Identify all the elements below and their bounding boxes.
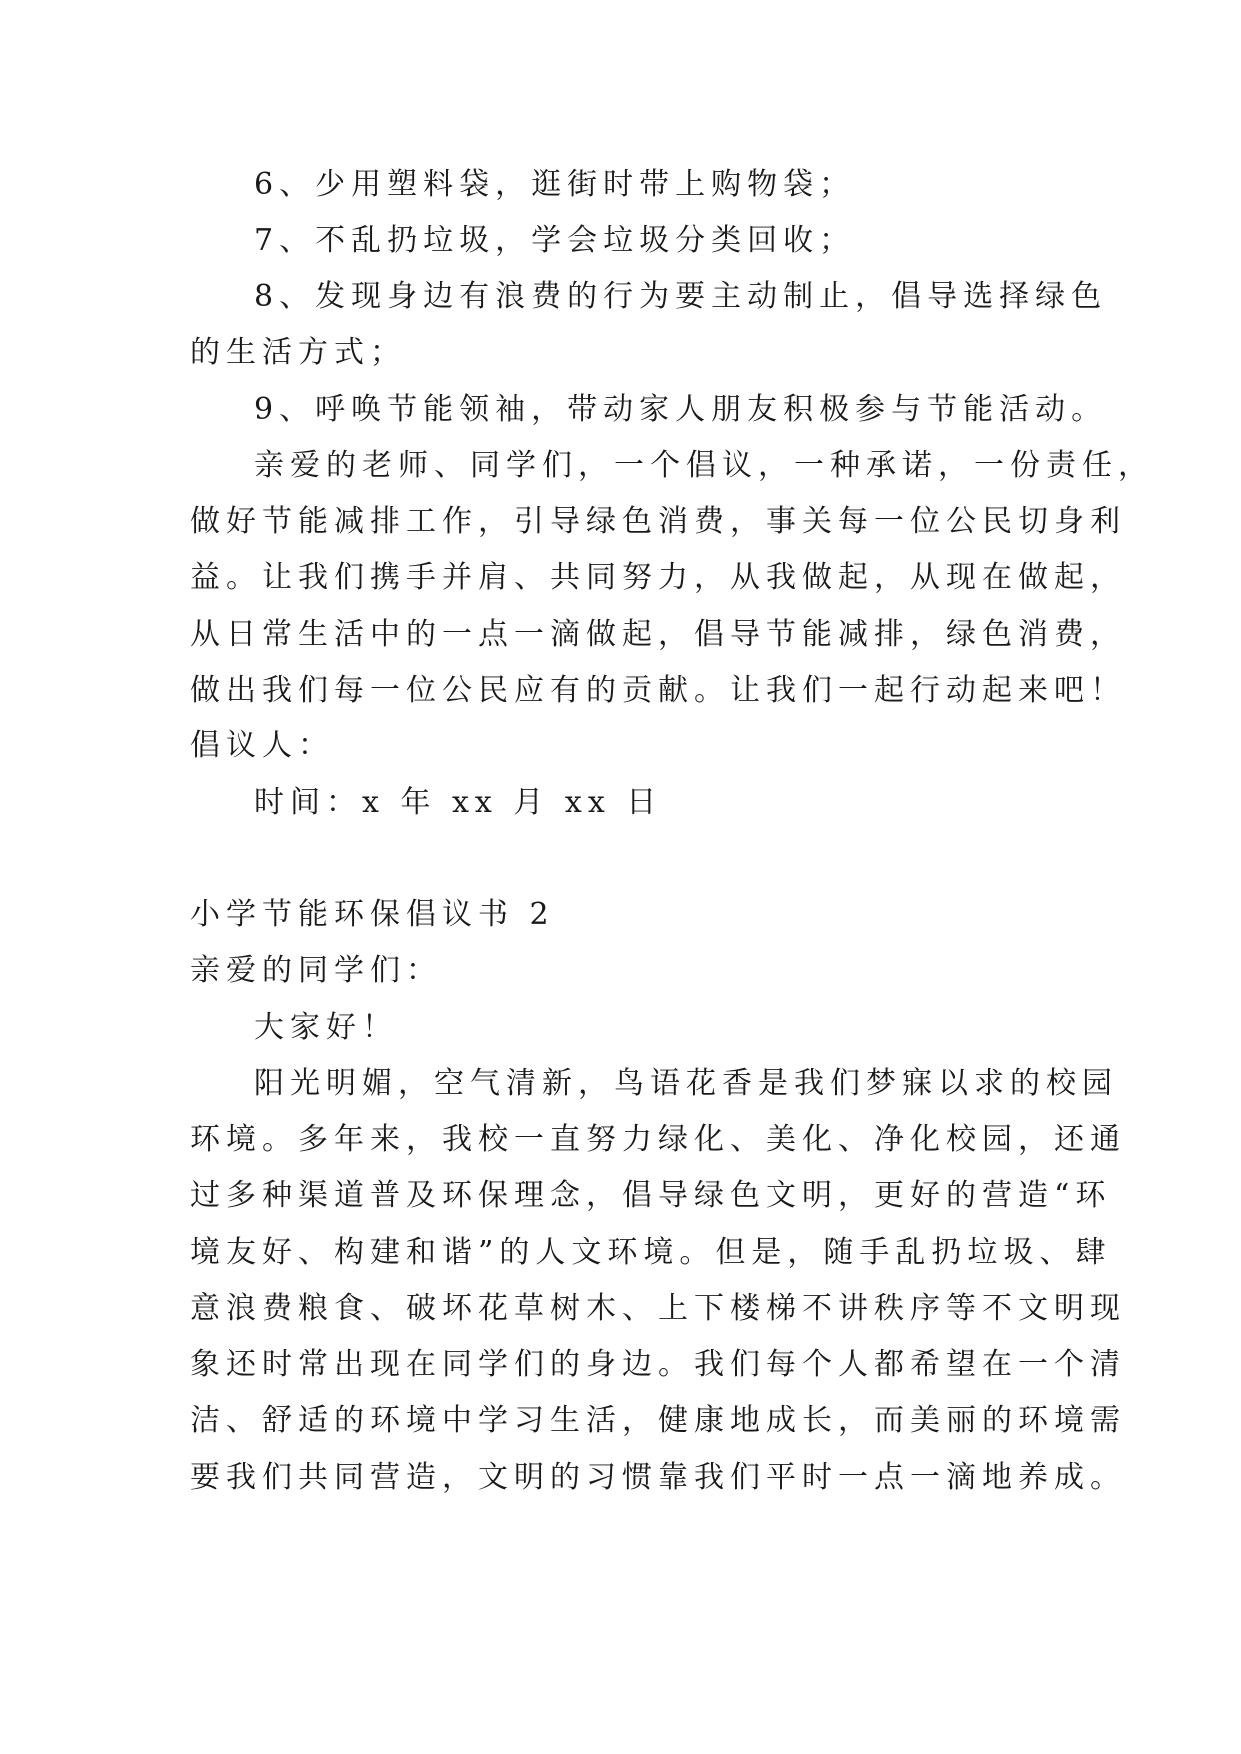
body-paragraph-line: 象还时常出现在同学们的身边。我们每个人都希望在一个清 [190, 1347, 1126, 1382]
body-paragraph-line: 境友好、构建和谐”的人文环境。但是，随手乱扔垃圾、肆 [190, 1235, 1112, 1270]
list-item-7: 7、不乱扔垃圾，学会垃圾分类回收； [254, 223, 856, 258]
date-line: 时间：x 年 xx 月 xx 日 [254, 785, 663, 820]
body-paragraph-line: 要我们共同营造，文明的习惯靠我们平时一点一滴地养成。 [190, 1460, 1126, 1495]
closing-paragraph-line: 益。让我们携手并肩、共同努力，从我做起，从现在做起， [190, 560, 1126, 595]
proposer-label: 倡议人： [190, 728, 334, 763]
list-item-9: 9、呼唤节能领袖，带动家人朋友积极参与节能活动。 [254, 392, 1108, 427]
body-paragraph-line: 意浪费粮食、破坏花草树木、上下楼梯不讲秩序等不文明现 [190, 1291, 1126, 1326]
list-item-8: 8、发现身边有浪费的行为要主动制止，倡导选择绿色 [254, 279, 1108, 314]
salutation: 亲爱的同学们： [190, 953, 442, 988]
list-item-6: 6、少用塑料袋，逛街时带上购物袋； [254, 167, 856, 202]
body-paragraph-line: 洁、舒适的环境中学习生活，健康地成长，而美丽的环境需 [190, 1403, 1126, 1438]
list-item-8-continued: 的生活方式； [190, 335, 406, 370]
closing-paragraph-line: 从日常生活中的一点一滴做起，倡导节能减排，绿色消费， [190, 617, 1126, 652]
section-title: 小学节能环保倡议书 2 [190, 897, 555, 932]
closing-paragraph-line: 做出我们每一位公民应有的贡献。让我们一起行动起来吧！ [190, 673, 1126, 708]
closing-paragraph-line: 亲爱的老师、同学们，一个倡议，一种承诺，一份责任， [254, 448, 1154, 483]
body-paragraph-line: 阳光明媚，空气清新，鸟语花香是我们梦寐以求的校园 [254, 1066, 1118, 1101]
greeting: 大家好！ [254, 1010, 398, 1045]
closing-paragraph-line: 做好节能减排工作，引导绿色消费，事关每一位公民切身利 [190, 504, 1126, 539]
body-paragraph-line: 环境。多年来，我校一直努力绿化、美化、净化校园，还通 [190, 1122, 1126, 1157]
body-paragraph-line: 过多种渠道普及环保理念，倡导绿色文明，更好的营造“环 [190, 1178, 1112, 1213]
